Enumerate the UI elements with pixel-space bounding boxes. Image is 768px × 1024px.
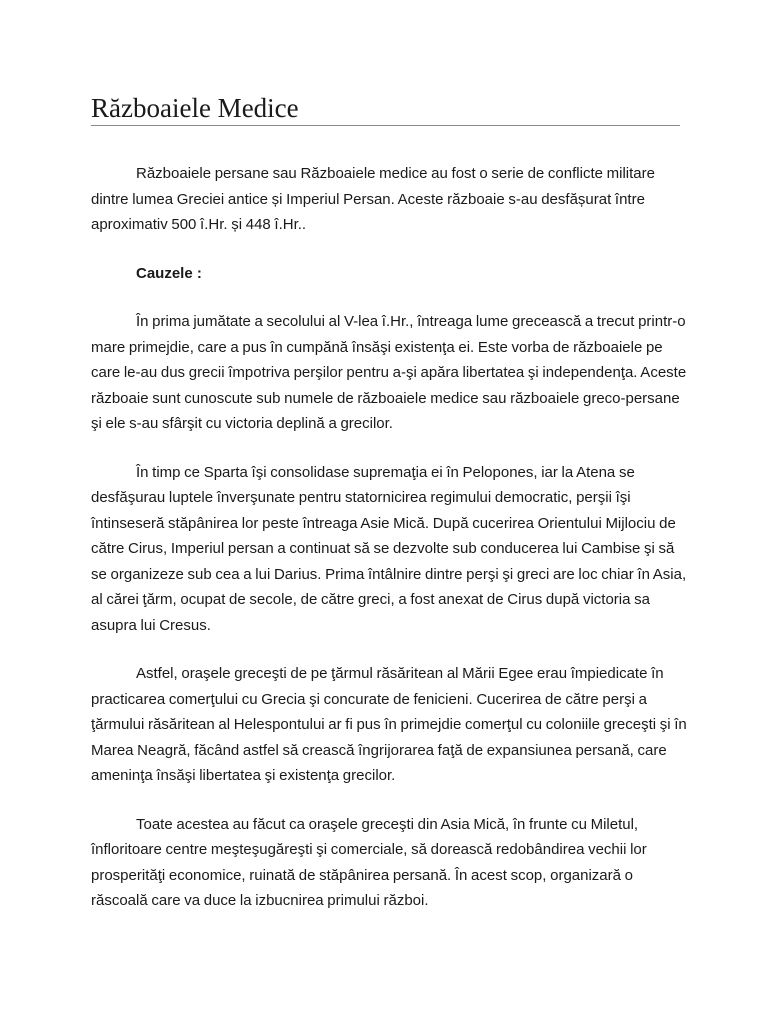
title-underline-divider xyxy=(91,125,680,126)
document-body xyxy=(91,161,689,937)
paragraph-3: Astfel, oraşele greceşti de pe ţărmul răsăritean al Mării Egee erau împiedicate în practicarea comerţului cu Grecia şi concurate de fenicieni. Cucerirea de către perşi a ţărmului răsăritean al Helespontului ar fi pus în primejdie comerţul cu coloniile greceşti şi în Marea Neagră, făcând astfel să crească îngrijorarea faţă de expansiunea persană, care ameninţa însăşi libertatea şi existenţa grecilor. xyxy=(91,665,687,784)
document-title: Războaiele Medice xyxy=(91,93,299,123)
paragraph-1: În prima jumătate a secolului al V-lea î.Hr., întreaga lume grecească a trecut printr-o mare primejdie, care a pus în cumpănă însăşi existenţa ei. Este vorba de războaiele pe care le-au dus grecii împotriva perşilor pentru a-şi apăra libertatea şi independenţa. Aceste războaie sunt cunoscute sub numele de războaiele medice sau războaiele greco-persane şi ele s-au sfârşit cu victoria deplină a grecilor. xyxy=(91,313,687,432)
paragraph-4: Toate acestea au făcut ca oraşele greceşti din Asia Mică, în frunte cu Miletul, înfloritoare centre meşteşugăreşti şi comerciale, să dorească redobândirea vechii lor prosperităţi economice, ruinată de stăpânirea persană. În acest scop, organizară o răscoală care va duce la izbucnirea primului război. xyxy=(91,815,647,909)
intro-paragraph: Războaiele persane sau Războaiele medice au fost o serie de conflicte militare dintre lumea Greciei antice și Imperiul Persan. Aceste războaie s-au desfășurat între aproximativ 500 î.Hr. și 448 î.Hr.. xyxy=(91,165,655,233)
section-heading-causes: Cauzele : xyxy=(136,264,202,282)
paragraph-2: În timp ce Sparta îşi consolidase supremaţia ei în Pelopones, iar la Atena se desfăşurau luptele înverşunate pentru statornicirea regimului democratic, perşii îşi întinseseră stăpânirea lor peste întreaga Asie Mică. După cucerirea Orientului Mijlociu de către Cirus, Imperiul persan a continuat să se dezvolte sub conducerea lui Cambise şi să se organizeze sub cea a lui Darius. Prima întâlnire dintre perşi şi greci are loc chiar în Asia, al cărei ţărm, ocupat de secole, de către greci, a fost anexat de Cirus după victoria sa asupra lui Cresus. xyxy=(91,463,687,634)
